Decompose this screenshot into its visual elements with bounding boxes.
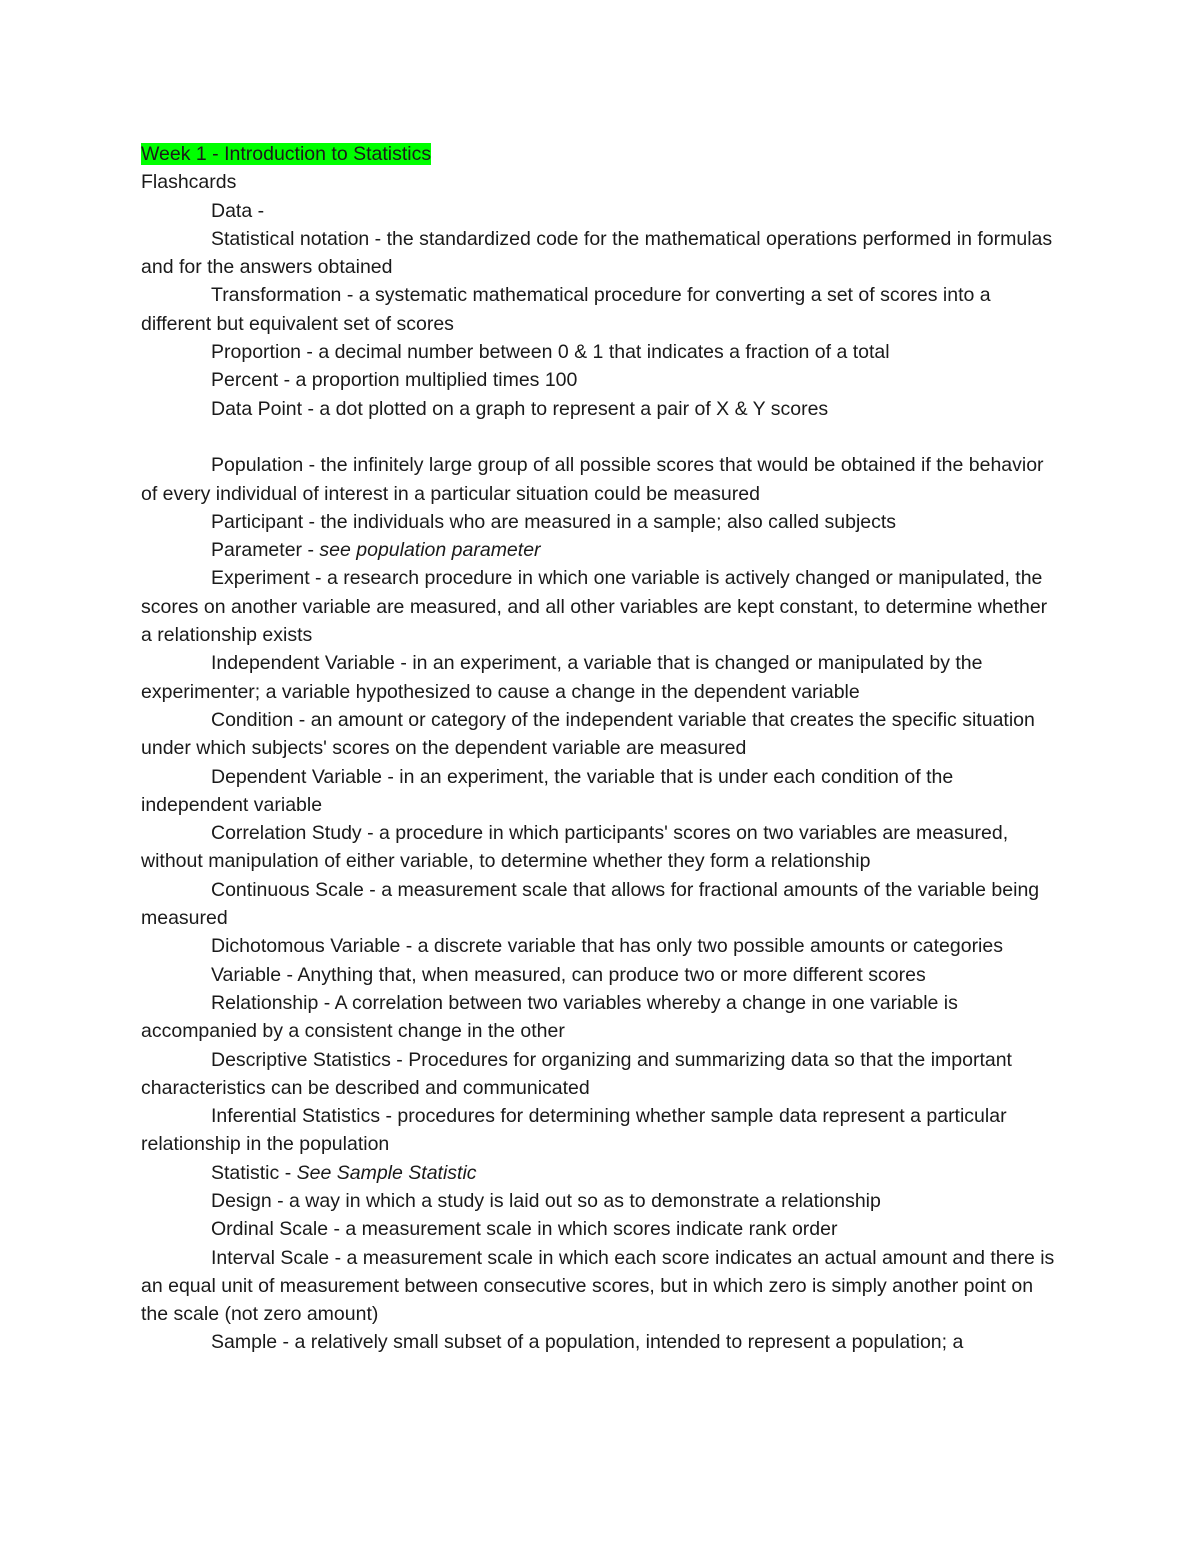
entry-data-point: Data Point - a dot plotted on a graph to represent a pair of X & Y scores <box>211 397 829 420</box>
entry-term: Parameter <box>211 539 303 562</box>
entry-definition: the standardized code for the mathematical operations performed in formulas and for the answers obtained <box>141 227 1053 279</box>
entry-definition: a research procedure in which one variable is actively changed or manipulated, the scores on another variable are measured, and all other variables are kept constant, to determine whether a relationship exists <box>141 567 1048 647</box>
entry-definition: the individuals who are measured in a sample; also called subjects <box>320 510 897 533</box>
entry-term: Ordinal Scale <box>211 1218 329 1241</box>
entry-population: Population - the infinitely large group of all possible scores that would be obtained if the behavior of every individual of interest in a particular situation could be measured <box>141 454 1044 505</box>
entry-term: Descriptive Statistics <box>211 1048 391 1071</box>
entry-definition: a measurement scale that allows for fractional amounts of the variable being measured <box>141 878 1040 930</box>
entry-ordinal-scale: Ordinal Scale - a measurement scale in which scores indicate rank order <box>211 1218 838 1241</box>
entry-term: Condition <box>211 708 294 731</box>
entry-condition: Condition - an amount or category of the independent variable that creates the specific situation under which subjects' scores on the dependent variable are measured <box>141 708 1035 760</box>
entry-term: Correlation Study <box>211 822 362 845</box>
entry-term: Experiment <box>211 567 310 590</box>
entry-proportion: Proportion - a decimal number between 0 & 1 that indicates a fraction of a total <box>211 341 890 364</box>
entry-interval-scale: Interval Scale - a measurement scale in which each score indicates an actual amount and there is an equal unit of measurement between consecutive scores, but in which zero is simply another point on the scale (not zero amount) <box>141 1246 1055 1326</box>
entry-definition: a systematic mathematical procedure for converting a set of scores into a different but equivalent set of scores <box>141 284 991 335</box>
title-line <box>141 140 1061 168</box>
entry-definition: a decimal number between 0 & 1 that indicates a fraction of a total <box>318 341 890 364</box>
entry-term: Variable <box>211 963 282 986</box>
entry-experiment: Experiment - a research procedure in which one variable is actively changed or manipulated, the scores on another variable are measured, and all other variables are kept constant, to determine whether a relationship exists <box>141 567 1048 647</box>
entry-definition: a measurement scale in which each score indicates an actual amount and there is an equal unit of measurement between consecutive scores, but in which zero is simply another point on the scale (not zero amount) <box>141 1246 1055 1326</box>
entry-statistical-notation: Statistical notation - the standardized code for the mathematical operations performed in formulas and for the answers obtained <box>141 227 1053 279</box>
entry-definition: Procedures for organizing and summarizing data so that the important characteristics can be described and communicated <box>141 1048 1012 1099</box>
entry-definition: in an experiment, the variable that is under each condition of the independent variable <box>141 765 954 816</box>
document-page <box>141 140 1061 1357</box>
entry-sample: Sample - a relatively small subset of a population, intended to represent a population; a <box>211 1331 964 1354</box>
entry-descriptive-statistics: Descriptive Statistics - Procedures for organizing and summarizing data so that the important characteristics can be described and communicated <box>141 1048 1012 1099</box>
entry-transformation: Transformation - a systematic mathematical procedure for converting a set of scores into a different but equivalent set of scores <box>141 284 991 335</box>
section-heading: Flashcards <box>141 171 237 194</box>
entry-data: Data - <box>211 199 265 222</box>
entry-term: Interval Scale <box>211 1246 330 1269</box>
entry-dichotomous-variable: Dichotomous Variable - a discrete variable that has only two possible amounts or categories <box>211 935 1003 958</box>
entry-definition: procedures for determining whether sample data represent a particular relationship in the population <box>141 1105 1007 1156</box>
entry-term: Independent Variable <box>211 652 395 675</box>
entry-percent: Percent - a proportion multiplied times 100 <box>211 369 578 392</box>
entry-definition: a way in which a study is laid out so as to demonstrate a relationship <box>289 1189 881 1212</box>
entry-term: Data <box>211 199 253 222</box>
entry-relationship: Relationship - A correlation between two variables whereby a change in one variable is accompanied by a consistent change in the other <box>141 991 958 1043</box>
entry-definition: a discrete variable that has only two possible amounts or categories <box>417 935 1003 958</box>
entry-participant: Participant - the individuals who are measured in a sample; also called subjects <box>211 510 897 533</box>
entry-definition: a procedure in which participants' scores on two variables are measured, without manipulation of either variable, to determine whether they form a relationship <box>141 822 1009 873</box>
entry-definition: A correlation between two variables whereby a change in one variable is accompanied by a consistent change in the other <box>141 991 958 1043</box>
entry-definition: a dot plotted on a graph to represent a pair of X & Y scores <box>319 397 829 420</box>
entry-correlation-study: Correlation Study - a procedure in which participants' scores on two variables are measured, without manipulation of either variable, to determine whether they form a relationship <box>141 822 1009 873</box>
entry-statistic: Statistic - See Sample Statistic <box>211 1161 477 1184</box>
entry-term: Dichotomous Variable <box>211 935 401 958</box>
entry-definition: see population parameter <box>319 539 541 562</box>
entry-independent-variable: Independent Variable - in an experiment, a variable that is changed or manipulated by the experimenter; a variable hypothesized to cause a change in the dependent variable <box>141 652 983 703</box>
entry-definition: See Sample Statistic <box>296 1161 477 1184</box>
entry-term: Sample <box>211 1331 278 1354</box>
entry-definition: a measurement scale in which scores indicate rank order <box>345 1218 838 1241</box>
entry-term: Percent <box>211 369 279 392</box>
entry-design: Design - a way in which a study is laid out so as to demonstrate a relationship <box>211 1189 881 1212</box>
entry-inferential-statistics: Inferential Statistics - procedures for determining whether sample data represent a particular relationship in the population <box>141 1105 1007 1156</box>
page-title: Week 1 - Introduction to Statistics <box>141 143 432 165</box>
blank-line <box>141 423 1061 451</box>
entry-term: Design <box>211 1189 272 1212</box>
entry-term: Proportion <box>211 341 301 364</box>
entry-term: Participant <box>211 510 304 533</box>
entry-definition: Anything that, when measured, can produce two or more different scores <box>297 963 926 986</box>
entry-term: Population <box>211 454 304 477</box>
entry-term: Statistical notation <box>211 227 370 250</box>
entry-term: Data Point <box>211 397 303 420</box>
entry-dependent-variable: Dependent Variable - in an experiment, the variable that is under each condition of the independent variable <box>141 765 954 816</box>
entry-definition: an amount or category of the independent variable that creates the specific situation under which subjects' scores on the dependent variable are measured <box>141 708 1035 760</box>
entry-continuous-scale: Continuous Scale - a measurement scale that allows for fractional amounts of the variable being measured <box>141 878 1040 930</box>
entry-parameter: Parameter - see population parameter <box>211 539 541 562</box>
entry-definition: a relatively small subset of a population, intended to represent a population; a <box>294 1331 964 1354</box>
entry-term: Relationship <box>211 991 319 1014</box>
entry-term: Statistic <box>211 1161 280 1184</box>
entry-definition: a proportion multiplied times 100 <box>295 369 578 392</box>
entry-definition: in an experiment, a variable that is changed or manipulated by the experimenter; a variable hypothesized to cause a change in the dependent variable <box>141 652 983 703</box>
entry-definition: the infinitely large group of all possible scores that would be obtained if the behavior of every individual of interest in a particular situation could be measured <box>141 454 1044 505</box>
entry-term: Transformation <box>211 284 342 307</box>
entry-term: Inferential Statistics <box>211 1105 381 1128</box>
entry-term: Dependent Variable <box>211 765 382 788</box>
entry-term: Continuous Scale <box>211 878 364 901</box>
entry-variable: Variable - Anything that, when measured, can produce two or more different scores <box>211 963 926 986</box>
